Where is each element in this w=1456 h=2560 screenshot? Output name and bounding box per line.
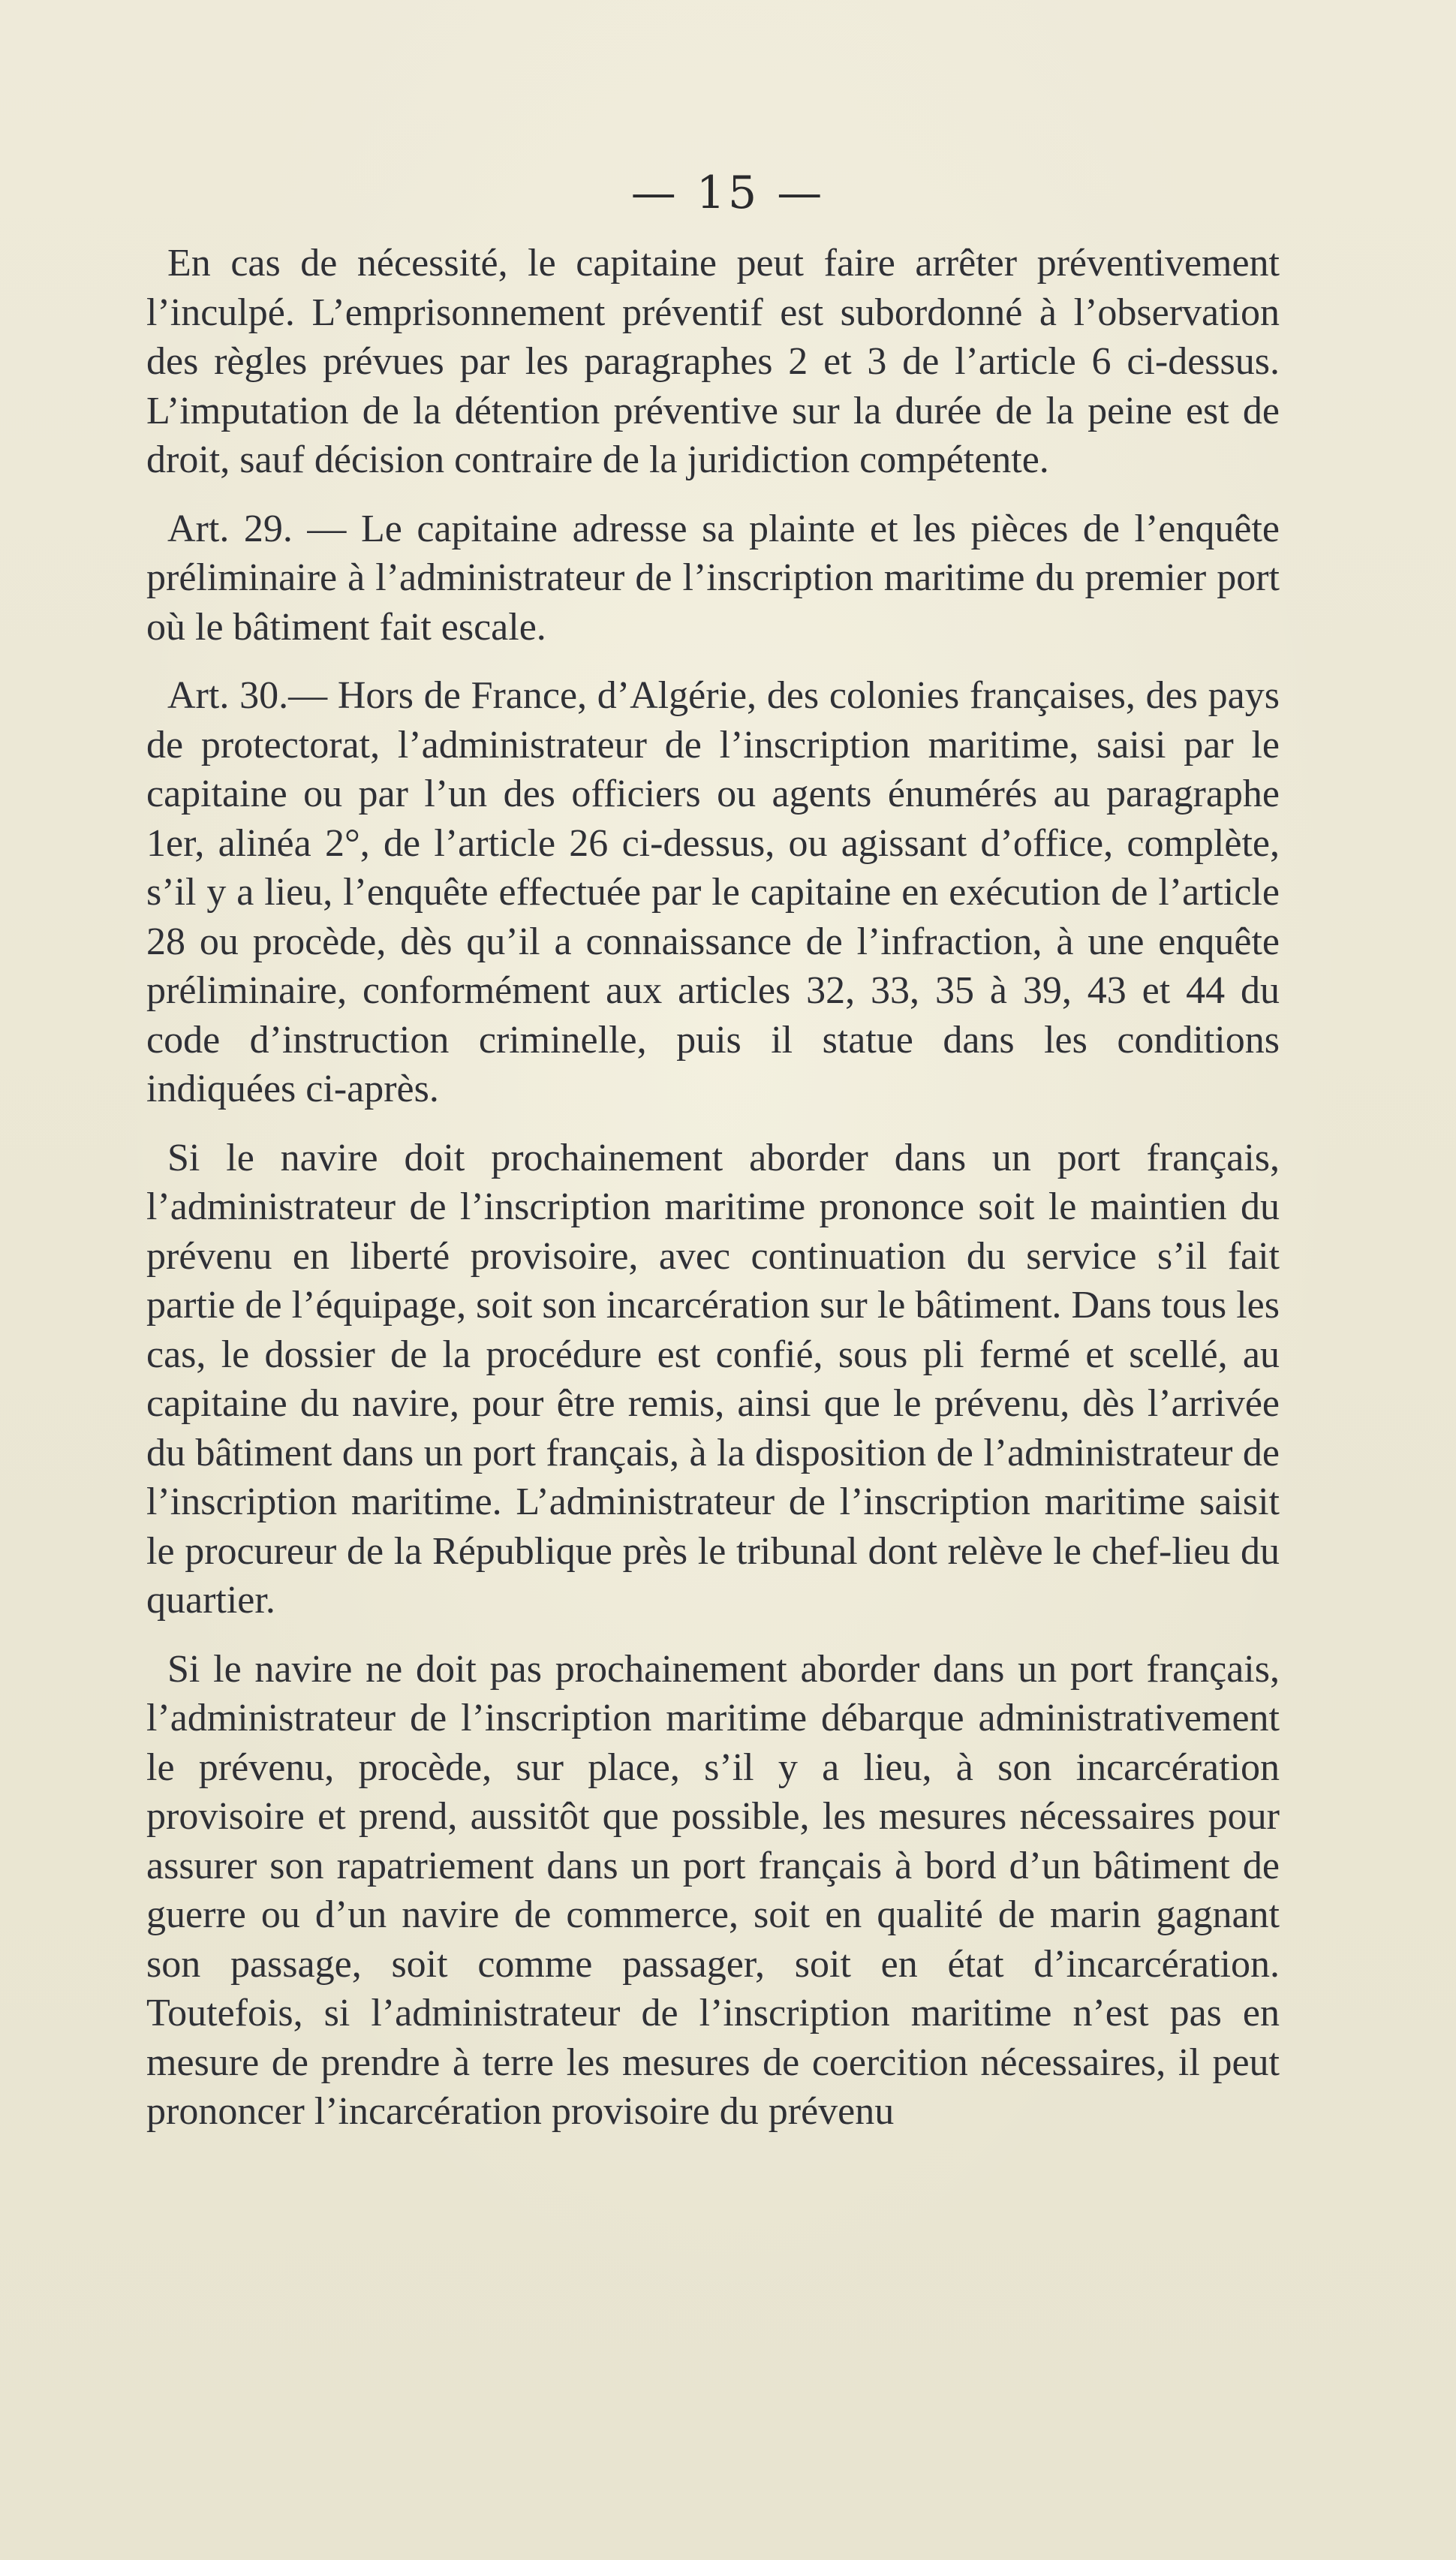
paragraph-article-30: Art. 30.— Hors de France, d’Algérie, des colonies françaises, des pays de protectorat, l’administrateur de l’inscription maritime, saisi par le capitaine ou par l’un des officiers ou agents énumérés au paragraphe 1er, alinéa 2°, de l’article 26 ci-dessus, ou agissant d’office, complète, s’il y a lieu, l’enquête effectuée par le capitaine en exécution de l’article 28 ou procède, dès qu’il a connaissance de l’infraction, à une enquête préliminaire, conformément aux articles 32, 33, 35 à 39, 43 et 44 du code d’instruction criminelle, puis il statue dans les conditions indiquées ci-après. — [146, 674, 1280, 1110]
paragraph-article-29: Art. 29. — Le capitaine adresse sa plainte et les pièces de l’enquête préliminaire à l’administrateur de l’inscription maritime du premier port où le bâtiment fait escale. — [146, 507, 1280, 649]
paragraph-no-french-port: Si le navire ne doit pas prochainement aborder dans un port français, l’administrateur de l’inscription maritime débarque administrativement le prévenu, procède, sur place, s’il y a lieu, à son incarcération provisoire et prend, aussitôt que possible, les mesures nécessaires pour assurer son rapatriement dans un port français à bord d’un bâtiment de guerre ou d’un navire de commerce, soit en qualité de marin gagnant son passage, soit comme passager, soit en état d’incarcération. Toutefois, si l’administrateur de l’inscription maritime n’est pas en mesure de prendre à terre les mesures de coercition nécessaires, il peut prononcer l’incarcération provisoire du prévenu — [146, 1647, 1280, 2133]
paragraph-preventive-arrest: En cas de nécessité, le capitaine peut faire arrêter préventivement l’inculpé. L’emprisonnement préventif est subordonné à l’observation des règles prévues par les paragraphes 2 et 3 de l’article 6 ci-dessus. L’imputation de la détention préventive sur la durée de la peine est de droit, sauf décision contraire de la juridiction compétente. — [146, 242, 1280, 481]
body-text — [146, 239, 1280, 2156]
page-number: — 15 — — [630, 167, 826, 219]
paragraph-french-port: Si le navire doit prochainement aborder dans un port français, l’administrateur de l’inscription maritime prononce soit le maintien du prévenu en liberté provisoire, avec continuation du service s’il fait partie de l’équipage, soit son incarcération sur le bâtiment. Dans tous les cas, le dossier de la procédure est confié, sous pli fermé et scellé, au capitaine du navire, pour être remis, ainsi que le prévenu, dès l’arrivée du bâtiment dans un port français, à la disposition de l’administrateur de l’inscription maritime. L’administrateur de l’inscription maritime saisit le procureur de la République près le tribunal dont relève le chef-lieu du quartier. — [146, 1136, 1280, 1622]
